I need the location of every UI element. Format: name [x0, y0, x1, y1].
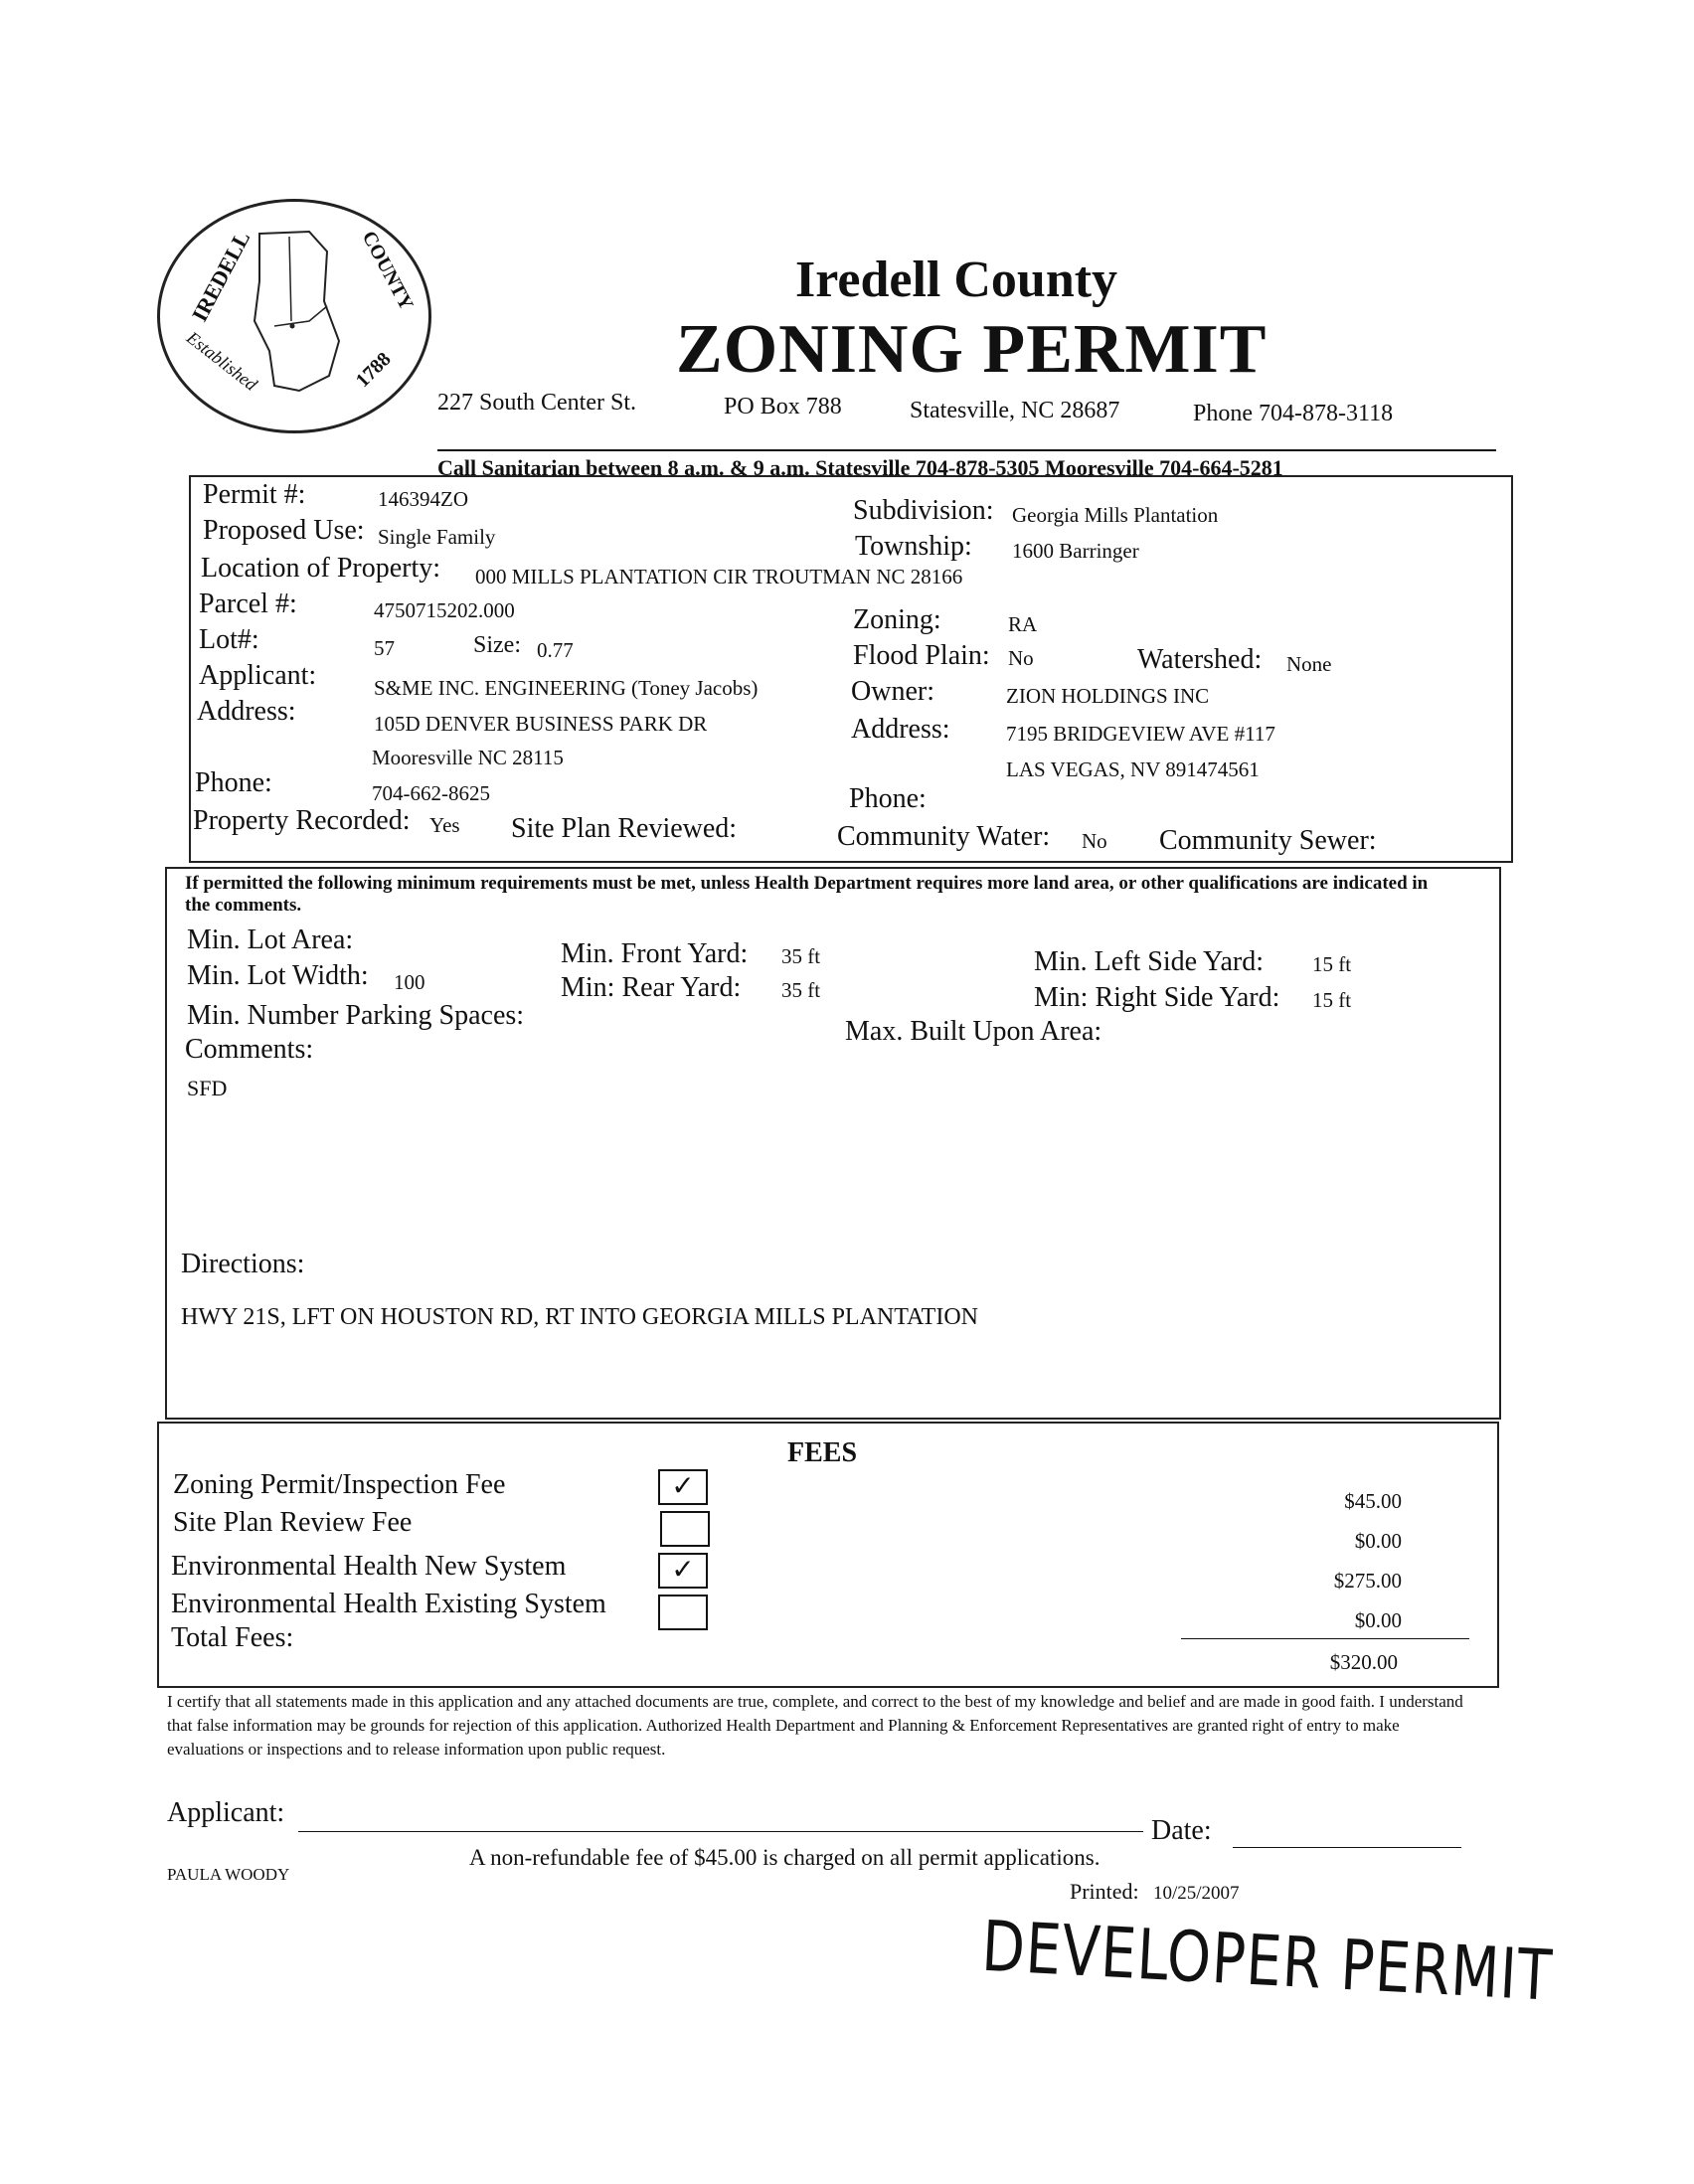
fee-label-site-plan: Site Plan Review Fee: [173, 1507, 413, 1538]
applicant: S&ME INC. ENGINEERING (Toney Jacobs): [374, 676, 759, 700]
page-title: ZONING PERMIT: [676, 311, 1268, 388]
fees-title: FEES: [787, 1437, 858, 1468]
parcel-label: Parcel #:: [199, 588, 297, 619]
flood-plain-label: Flood Plain:: [853, 640, 990, 671]
township-label: Township:: [855, 531, 972, 562]
header-rule: [437, 449, 1496, 451]
date-line[interactable]: [1233, 1847, 1461, 1848]
fee-amount-site-plan: $0.00: [1354, 1529, 1402, 1553]
location-label: Location of Property:: [201, 553, 441, 584]
community-water: No: [1082, 829, 1107, 853]
requirements-intro: If permitted the following minimum requirements must be met, unless Health Department requires more land area, or other qualifications are indicated in the comments.: [185, 873, 1429, 916]
requirements-box: [165, 867, 1501, 1420]
proposed-use: Single Family: [378, 525, 496, 549]
min-lot-width-label: Min. Lot Width:: [187, 960, 369, 991]
fee-checkbox-zoning[interactable]: ✓: [658, 1469, 708, 1505]
community-water-label: Community Water:: [837, 821, 1051, 852]
township: 1600 Barringer: [1012, 539, 1139, 563]
parcel: 4750715202.000: [374, 598, 515, 622]
owner-address-line2: LAS VEGAS, NV 891474561: [1006, 757, 1260, 781]
sanitarian-note: Call Sanitarian between 8 a.m. & 9 a.m. Statesville 704-878-5305 Mooresville 704-664-5281: [437, 455, 1283, 480]
fee-label-env-new: Environmental Health New System: [171, 1551, 567, 1582]
total-rule: [1181, 1638, 1469, 1639]
county-seal: [157, 199, 431, 433]
applicant-label: Applicant:: [199, 660, 317, 691]
watershed-label: Watershed:: [1137, 644, 1263, 675]
comments: SFD: [187, 1076, 228, 1100]
lot-label: Lot#:: [199, 624, 259, 655]
fee-amount-env-new: $275.00: [1333, 1569, 1402, 1593]
size: 0.77: [537, 638, 574, 662]
address-line2: Mooresville NC 28115: [372, 746, 564, 769]
owner-address-label: Address:: [851, 714, 950, 745]
header-street: 227 South Center St.: [437, 390, 637, 416]
fee-amount-zoning: $45.00: [1344, 1489, 1402, 1513]
seal-right-text: COUNTY: [357, 227, 418, 314]
min-parking-label: Min. Number Parking Spaces:: [187, 1000, 525, 1031]
min-right-side-label: Min: Right Side Yard:: [1034, 982, 1280, 1013]
proposed-use-label: Proposed Use:: [203, 515, 365, 546]
flood-plain: No: [1008, 646, 1034, 670]
min-lot-width: 100: [394, 970, 425, 994]
fee-note: A non-refundable fee of $45.00 is charged on all permit applications.: [469, 1845, 1101, 1870]
seal-year: 1788: [351, 348, 396, 393]
min-right-side: 15 ft: [1312, 988, 1352, 1012]
min-left-side: 15 ft: [1312, 952, 1352, 976]
developer-permit-stamp: DEVELOPER PERMIT: [979, 1907, 1555, 2018]
owner: ZION HOLDINGS INC: [1006, 684, 1210, 708]
lot: 57: [374, 636, 395, 660]
applicant-signature-label: Applicant:: [167, 1797, 285, 1828]
seal-bottom-text: Established: [183, 327, 261, 395]
fee-label-env-existing: Environmental Health Existing System: [171, 1589, 606, 1619]
certification-text: I certify that all statements made in this application and any attached documents are true, complete, and correct to the best of my knowledge and belief and are made in good faith. I understand that false information may be grounds for rejection of this application. Authorized Health Department and Planning & Enforcement Representatives are granted right of entry to make evaluations or inspections and to release information upon public request.: [167, 1692, 1463, 1759]
owner-label: Owner:: [851, 676, 934, 707]
fee-checkbox-env-existing[interactable]: [658, 1595, 708, 1630]
total-fees-label: Total Fees:: [171, 1622, 294, 1653]
subdivision: Georgia Mills Plantation: [1012, 503, 1219, 527]
phone-label: Phone:: [195, 767, 272, 798]
printed-date: 10/25/2007: [1153, 1883, 1240, 1904]
printed-label: Printed:: [1070, 1879, 1139, 1904]
address-label: Address:: [197, 696, 296, 727]
zoning-label: Zoning:: [853, 604, 941, 635]
watershed: None: [1286, 652, 1332, 676]
date-label: Date:: [1151, 1815, 1212, 1846]
header-city: Statesville, NC 28687: [910, 398, 1120, 423]
county-name: Iredell County: [795, 252, 1118, 308]
min-rear-yard: 35 ft: [781, 978, 821, 1002]
clerk-name: PAULA WOODY: [167, 1865, 290, 1884]
permit-number: 146394ZO: [378, 487, 468, 511]
community-sewer-label: Community Sewer:: [1159, 825, 1377, 856]
directions: HWY 21S, LFT ON HOUSTON RD, RT INTO GEORGIA MILLS PLANTATION: [181, 1304, 978, 1330]
owner-address-line1: 7195 BRIDGEVIEW AVE #117: [1006, 722, 1275, 746]
fee-checkbox-env-new[interactable]: ✓: [658, 1553, 708, 1589]
owner-phone-label: Phone:: [849, 783, 927, 814]
location: 000 MILLS PLANTATION CIR TROUTMAN NC 28166: [475, 565, 963, 588]
directions-label: Directions:: [181, 1249, 305, 1279]
seal-top-text: IREDELL: [186, 227, 255, 326]
min-left-side-label: Min. Left Side Yard:: [1034, 946, 1264, 977]
min-rear-yard-label: Min: Rear Yard:: [561, 972, 742, 1003]
applicant-signature-line[interactable]: [298, 1831, 1143, 1832]
fee-amount-env-existing: $0.00: [1354, 1608, 1402, 1632]
comments-label: Comments:: [185, 1034, 314, 1065]
recorded-label: Property Recorded:: [193, 805, 411, 836]
site-plan-label: Site Plan Reviewed:: [511, 813, 738, 844]
header-po-box: PO Box 788: [724, 394, 842, 420]
size-label: Size:: [473, 632, 521, 658]
phone: 704-662-8625: [372, 781, 490, 805]
min-lot-area-label: Min. Lot Area:: [187, 924, 354, 955]
address-line1: 105D DENVER BUSINESS PARK DR: [374, 712, 708, 736]
total-fees: $320.00: [1329, 1650, 1398, 1674]
min-front-yard: 35 ft: [781, 944, 821, 968]
fee-checkbox-site-plan[interactable]: [660, 1511, 710, 1547]
permit-number-label: Permit #:: [203, 479, 306, 510]
subdivision-label: Subdivision:: [853, 495, 994, 526]
min-front-yard-label: Min. Front Yard:: [561, 938, 749, 969]
header-phone: Phone 704-878-3118: [1193, 401, 1394, 426]
fee-label-zoning: Zoning Permit/Inspection Fee: [173, 1469, 506, 1500]
zoning: RA: [1008, 612, 1038, 636]
max-built-area-label: Max. Built Upon Area:: [845, 1016, 1102, 1047]
recorded: Yes: [429, 813, 460, 837]
